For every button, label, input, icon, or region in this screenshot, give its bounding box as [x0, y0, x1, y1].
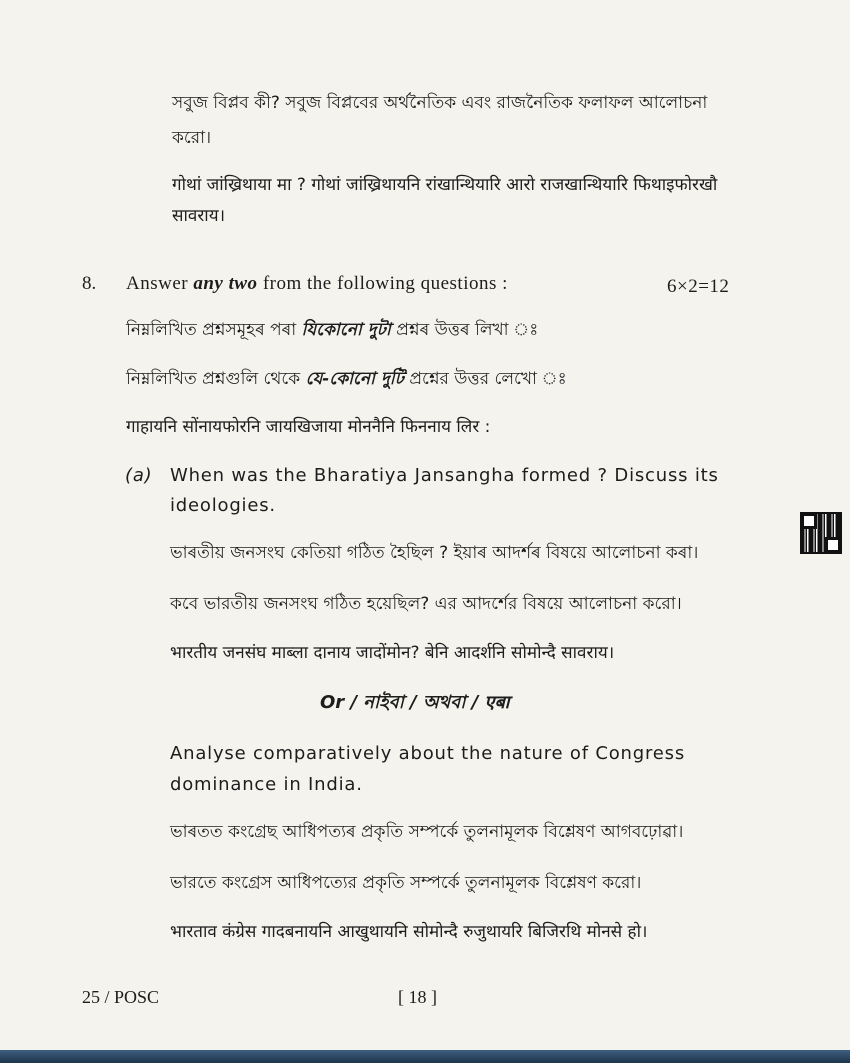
or-rest: / নাইবা / অথবা / एबा [344, 692, 510, 713]
or-separator [320, 692, 509, 714]
part-a-english-2: ideologies. [170, 495, 276, 516]
top-line-3: गोथां जांख्रिथाया मा ? गोथां जांख्रिथायनि रांखान्थियारि आरो राजखान्थियारि फिथाइफोरखौ [172, 175, 718, 195]
part-a-bengali: কবে ভারতীয় জনসংঘ গঠিত হয়েছিল? এর আদর্শের বিষয়ে আলোচনা করো। [170, 594, 682, 614]
alt-english-1: Analyse comparatively about the nature of Congress [170, 743, 686, 764]
part-a-label: (a) [125, 465, 153, 486]
page-number: [ 18 ] [398, 987, 437, 1007]
bn-post: প্রশ্নের উত্তর লেখো ঃ [403, 369, 567, 389]
alt-bengali: ভারতে কংগ্রেস আধিপত্যের প্রকৃতি সম্পর্কে তুলনামূলক বিশ্লেষণ করো। [170, 873, 642, 893]
intro-emph: any two [193, 273, 258, 294]
top-line-2: করো। [172, 128, 212, 148]
alt-bodo: भारताव कंग्रेस गादबनायनि आखुथायनि सोमोन्दै रुजुथायरि बिजिरथि मोनसे हो। [170, 922, 648, 942]
intro-pre: Answer [126, 273, 194, 294]
question-number: 8. [82, 273, 97, 294]
intro-post: from the following questions : [257, 273, 508, 294]
background-edge [0, 1050, 850, 1063]
part-a-assamese: ভাৰতীয় জনসংঘ কেতিয়া গঠিত হৈছিল ? ইয়াৰ আদৰ্শৰ বিষয়ে আলোচনা কৰা। [170, 543, 699, 563]
bn-pre: নিম্নলিখিত প্রশ্নগুলি থেকে [126, 369, 306, 389]
top-line-4: सावराय। [172, 206, 226, 226]
bn-emph: যে-কোনো দুটি [305, 369, 404, 389]
or-english: Or [320, 692, 345, 713]
as-emph: যিকোনো দুটা [301, 320, 391, 340]
paper-code: 25 / POSC [82, 987, 160, 1007]
part-a-bodo: भारतीय जनसंघ माब्ला दानाय जादोंमोन? बेनि आदर्शनि सोमोन्दै सावराय। [170, 643, 615, 663]
top-line-1: সবুজ বিপ্লব কী? সবুজ বিপ্লবের অর্থনৈতিক এবং রাজনৈতিক ফলাফল আলোচনা [172, 93, 708, 113]
part-a-english-1: When was the Bharatiya Jansangha formed ? Discuss its [170, 465, 719, 486]
as-pre: নিম্নলিখিত প্ৰশ্নসমূহৰ পৰা [126, 320, 302, 340]
as-post: প্ৰশ্নৰ উত্তৰ লিখা ঃ [390, 320, 539, 340]
alt-english-2: dominance in India. [170, 774, 363, 795]
qr-code-icon [800, 512, 842, 554]
assamese-instruction [126, 320, 538, 340]
marks: 6×2=12 [667, 276, 730, 297]
alt-assamese: ভাৰতত কংগ্ৰেছ আধিপত্যৰ প্ৰকৃতি সম্পৰ্কে তুলনামূলক বিশ্লেষণ আগবঢ়োৱা। [170, 822, 684, 842]
bodo-instruction: गाहायनि सोंनायफोरनि जायखिजाया मोननैनि फिननाय लिर : [126, 417, 491, 437]
bengali-instruction [126, 369, 567, 389]
question-intro [126, 273, 508, 296]
